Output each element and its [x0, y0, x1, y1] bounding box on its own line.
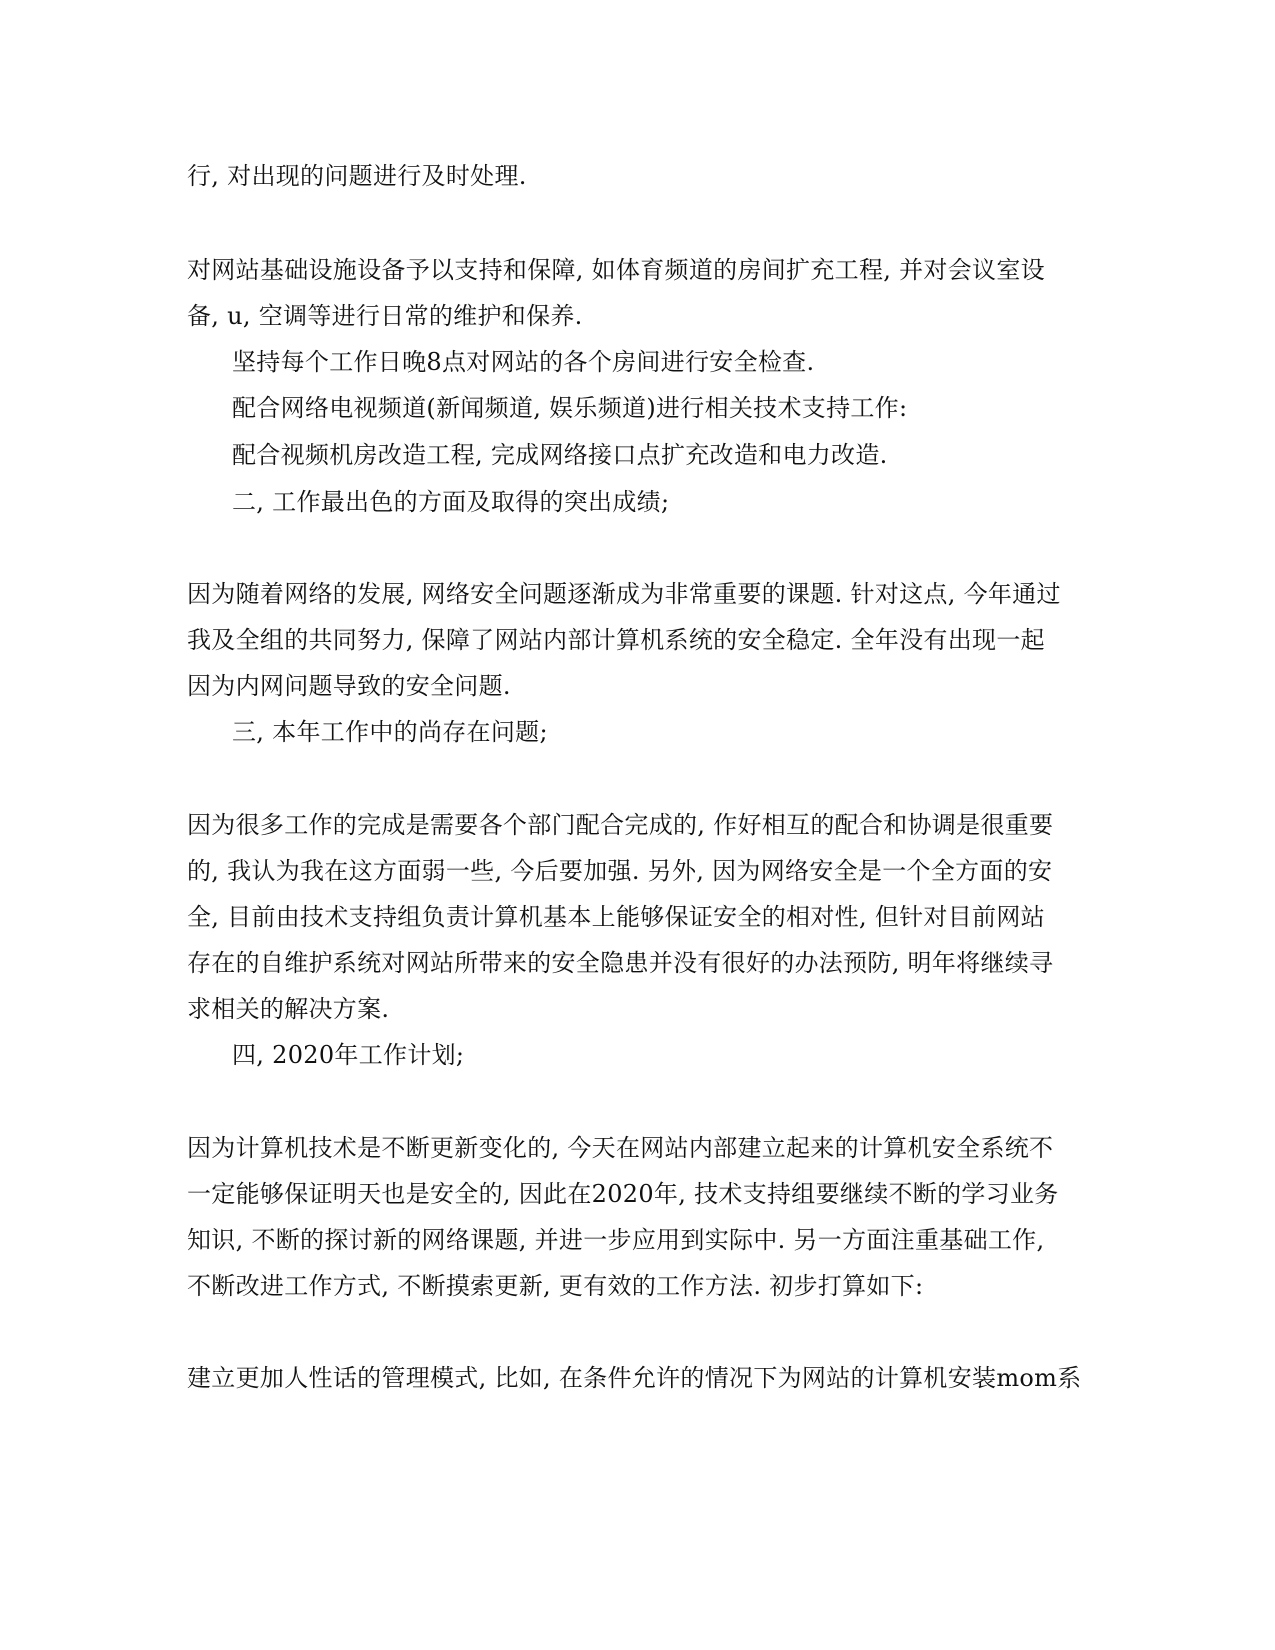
text-line: 配合网络电视频道(新闻频道, 娱乐频道)进行相关技术支持工作:: [232, 394, 908, 422]
text-line: 配合视频机房改造工程, 完成网络接口点扩充改造和电力改造.: [232, 441, 888, 469]
text-line: 对网站基础设施设备予以支持和保障, 如体育频道的房间扩充工程, 并对会议室设: [187, 256, 1045, 284]
text-line: 行, 对出现的问题进行及时处理.: [187, 162, 527, 190]
section-heading: 二, 工作最出色的方面及取得的突出成绩;: [232, 488, 670, 516]
text-line: 求相关的解决方案.: [187, 995, 390, 1023]
text-line: 知识, 不断的探讨新的网络课题, 并进一步应用到实际中. 另一方面注重基础工作,: [187, 1226, 1045, 1254]
text-line: 不断改进工作方式, 不断摸索更新, 更有效的工作方法. 初步打算如下:: [187, 1272, 924, 1300]
text-line: 全, 目前由技术支持组负责计算机基本上能够保证安全的相对性, 但针对目前网站: [187, 903, 1045, 931]
section-heading: 三, 本年工作中的尚存在问题;: [232, 718, 548, 746]
text-line: 一定能够保证明天也是安全的, 因此在2020年, 技术支持组要继续不断的学习业务: [187, 1180, 1059, 1208]
text-line: 坚持每个工作日晚8点对网站的各个房间进行安全检查.: [232, 348, 815, 376]
text-line: 因为内网问题导致的安全问题.: [187, 672, 511, 700]
text-line: 存在的自维护系统对网站所带来的安全隐患并没有很好的办法预防, 明年将继续寻: [187, 949, 1054, 977]
text-line: 因为随着网络的发展, 网络安全问题逐渐成为非常重要的课题. 针对这点, 今年通过: [187, 580, 1061, 608]
text-line: 我及全组的共同努力, 保障了网站内部计算机系统的安全稳定. 全年没有出现一起: [187, 626, 1045, 654]
text-line: 备, u, 空调等进行日常的维护和保养.: [187, 302, 583, 330]
text-line: 建立更加人性话的管理模式, 比如, 在条件允许的情况下为网站的计算机安装mom系: [187, 1364, 1082, 1392]
text-line: 的, 我认为我在这方面弱一些, 今后要加强. 另外, 因为网络安全是一个全方面的安: [187, 857, 1053, 885]
text-line: 因为计算机技术是不断更新变化的, 今天在网站内部建立起来的计算机安全系统不: [187, 1134, 1054, 1162]
text-line: 因为很多工作的完成是需要各个部门配合完成的, 作好相互的配合和协调是很重要: [187, 811, 1054, 839]
section-heading: 四, 2020年工作计划;: [232, 1041, 465, 1069]
